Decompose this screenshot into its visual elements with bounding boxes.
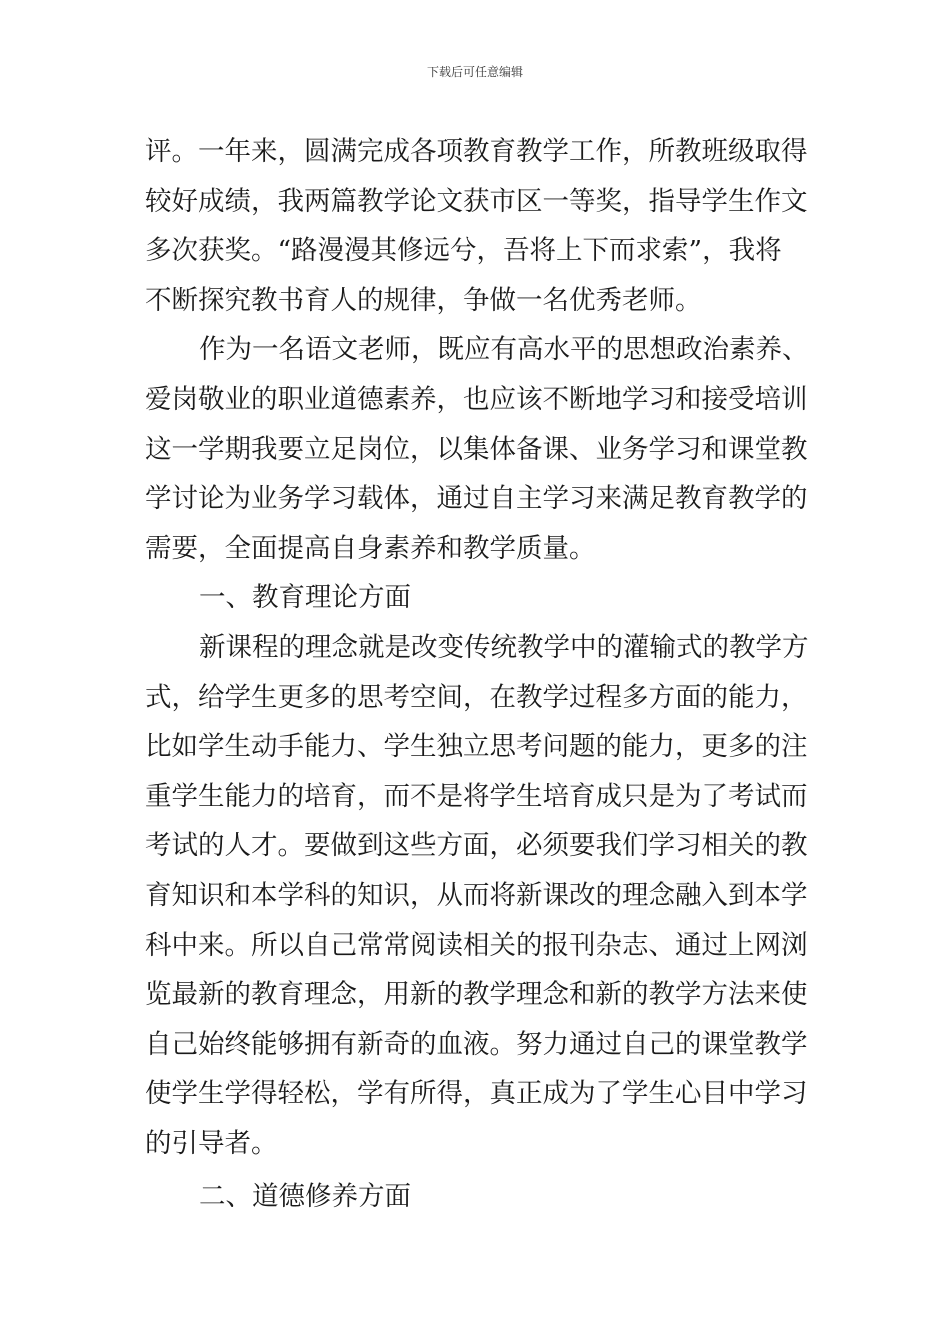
text-line: 学讨论为业务学习载体，通过自主学习来满足教育教学的 bbox=[145, 483, 808, 515]
text-line: 育知识和本学科的知识，从而将新课改的理念融入到本学 bbox=[145, 879, 808, 911]
text-line: 不断探究教书育人的规律，争做一名优秀老师。 bbox=[145, 284, 702, 316]
text-line: 使学生学得轻松，学有所得，真正成为了学生心目中学习 bbox=[145, 1078, 808, 1110]
text-line: 重学生能力的培育，而不是将学生培育成只是为了考试而 bbox=[145, 780, 808, 812]
page-header: 下载后可任意编辑 bbox=[426, 65, 523, 79]
text-line: 这一学期我要立足岗位，以集体备课、业务学习和课堂教 bbox=[145, 433, 808, 465]
section-heading-1: 一、教育理论方面 bbox=[199, 582, 411, 614]
text-line: 需要，全面提高自身素养和教学质量。 bbox=[145, 532, 596, 564]
text-line: 自己始终能够拥有新奇的血液。努力通过自己的课堂教学 bbox=[145, 1028, 808, 1060]
text-line: 多次获奖。“路漫漫其修远兮，吾将上下而求索”，我将 bbox=[145, 235, 782, 267]
text-line: 较好成绩，我两篇教学论文获市区一等奖，指导学生作文 bbox=[145, 185, 808, 217]
text-line: 科中来。所以自己常常阅读相关的报刊杂志、通过上网浏 bbox=[145, 929, 808, 961]
text-line: 比如学生动手能力、学生独立思考问题的能力，更多的注 bbox=[145, 731, 808, 763]
document-body bbox=[145, 127, 807, 1222]
section-heading-2: 二、道德修养方面 bbox=[199, 1181, 411, 1213]
text-line: 览最新的教育理念，用新的教学理念和新的教学方法来使 bbox=[145, 979, 808, 1011]
text-line: 评。一年来，圆满完成各项教育教学工作，所教班级取得 bbox=[145, 136, 808, 167]
paragraph-first-line: 新课程的理念就是改变传统教学中的灌输式的教学方 bbox=[199, 631, 809, 663]
paragraph-first-line: 作为一名语文老师，既应有高水平的思想政治素养、 bbox=[199, 334, 809, 366]
text-line: 考试的人才。要做到这些方面，必须要我们学习相关的教 bbox=[145, 830, 808, 862]
text-line: 式，给学生更多的思考空间，在教学过程多方面的能力， bbox=[145, 681, 808, 713]
text-line: 爱岗敬业的职业道德素养，也应该不断地学习和接受培训 bbox=[145, 383, 808, 415]
text-line: 的引导者。 bbox=[145, 1127, 278, 1159]
